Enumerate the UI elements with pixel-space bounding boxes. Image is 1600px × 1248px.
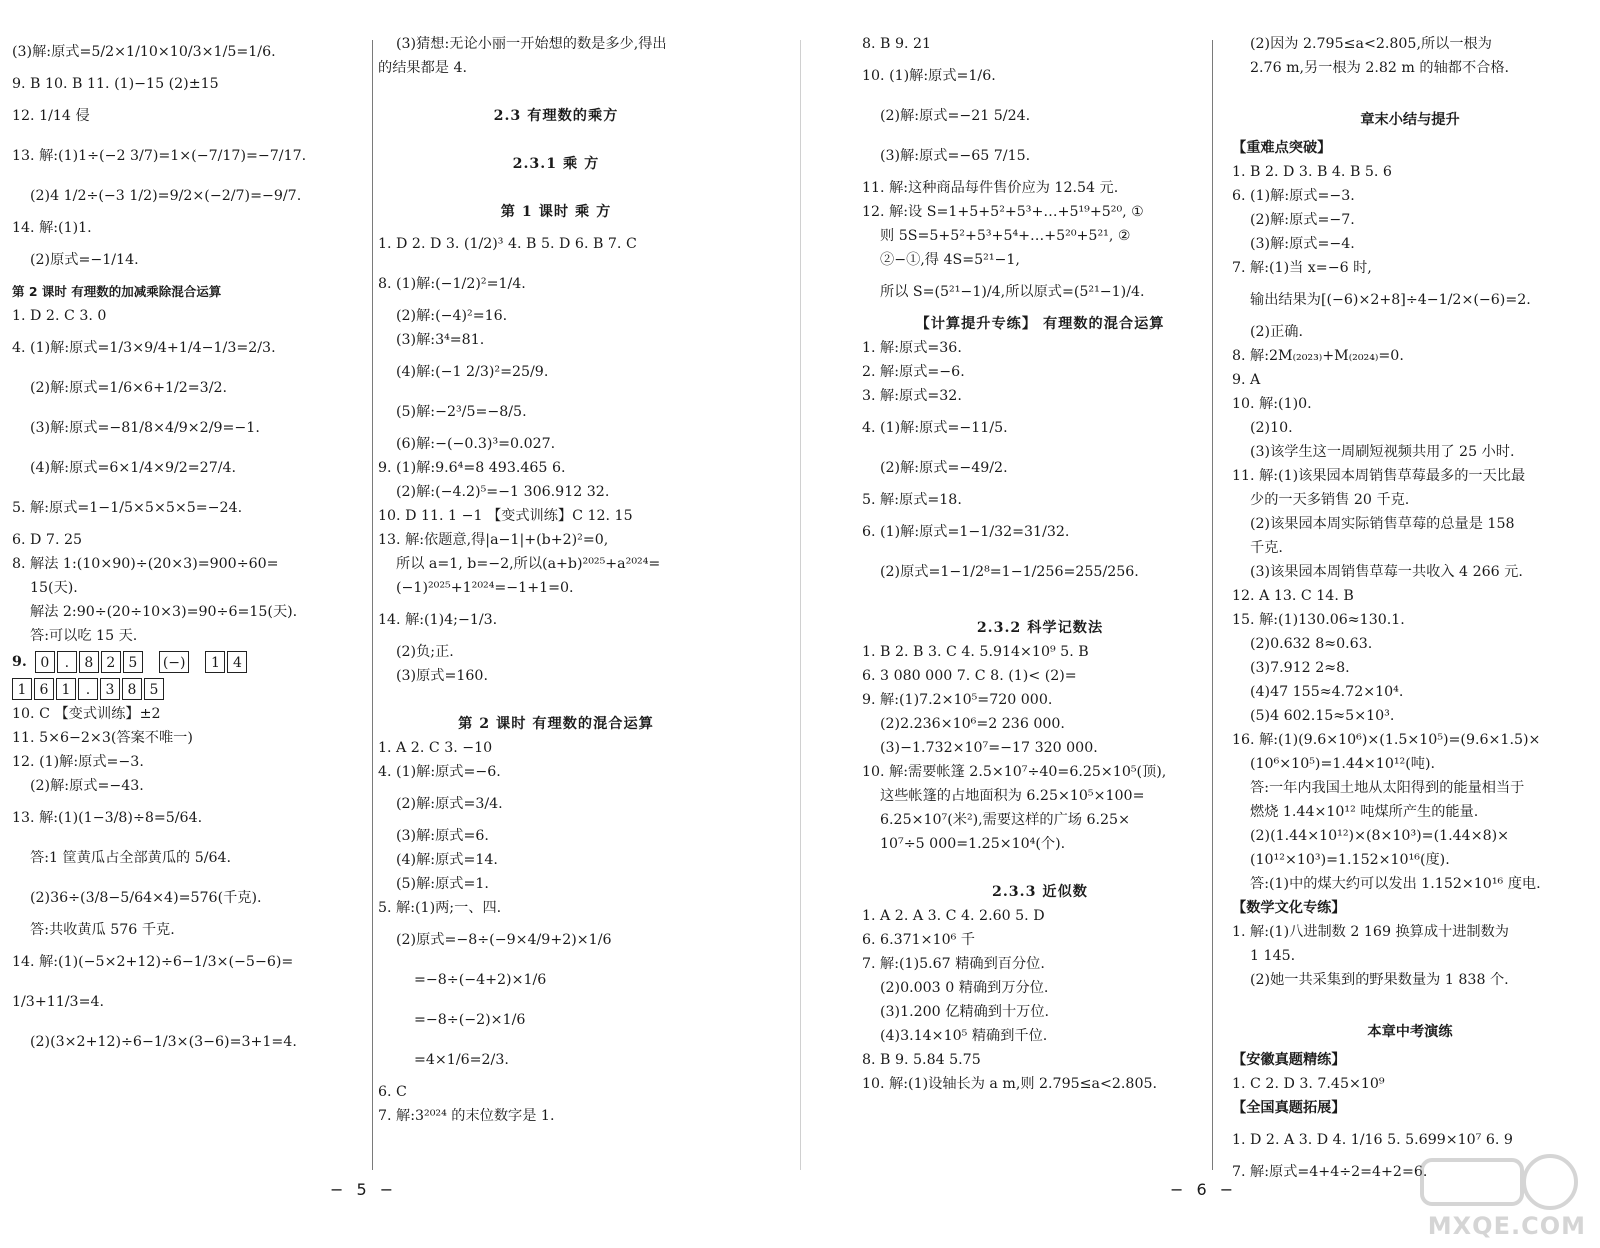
answer-box: . <box>78 678 98 700</box>
answer-line: 【安徽真题精练】 <box>1232 1052 1346 1068</box>
answer-line: 第 2 课时 有理数的混合运算 <box>458 716 654 732</box>
answer-line: 1. C 2. D 3. 7.45×10⁹ <box>1232 1076 1385 1092</box>
answer-line: (3)该果园本周销售草莓一共收入 4 266 元. <box>1250 564 1523 580</box>
answer-line: 1. B 2. D 3. B 4. B 5. 6 <box>1232 164 1392 180</box>
answer-line: 7. 解:(1)当 x=−6 时, <box>1232 260 1372 276</box>
answer-line: 9. (1)解:9.6⁴=8 493.465 6. <box>378 460 566 476</box>
answer-line: (2)原式=−8÷(−9×4/9+2)×1/6 <box>396 932 612 948</box>
answer-line: 本章中考演练 <box>1367 1024 1453 1040</box>
answer-line: (2)解:(−4)²=16. <box>396 308 508 324</box>
answer-line: 的结果都是 4. <box>378 60 467 76</box>
answer-line <box>378 80 734 104</box>
answer-line: 6. C <box>378 1084 407 1100</box>
answer-line: (2)0.003 0 精确到万分位. <box>880 980 1049 996</box>
answer-line: (2)解:原式=−21 5/24. <box>880 108 1031 124</box>
answer-line: 10. 解:需要帐篷 2.5×10⁷÷40=6.25×10⁵(顶), <box>862 764 1167 780</box>
answer-line: 10. D 11. 1 −1 【变式训练】C 12. 15 <box>378 508 633 524</box>
answer-line: 12. A 13. C 14. B <box>1232 588 1354 604</box>
answer-line: (2)解:(−4.2)⁵=−1 306.912 32. <box>396 484 610 500</box>
answer-line: 答:共收黄瓜 576 千克. <box>30 922 175 938</box>
answer-box: 1 <box>56 678 76 700</box>
answer-line <box>1232 992 1588 1016</box>
answer-line: 1. D 2. C 3. 0 <box>12 308 107 324</box>
answer-line: 1/3+11/3=4. <box>12 994 105 1010</box>
answer-line: (5)4 602.15≈5×10³. <box>1250 708 1395 724</box>
answer-line: 6. (1)解:原式=1−1/32=31/32. <box>862 524 1070 540</box>
answer-line: 12. 1/14 侵 <box>12 108 90 124</box>
answer-line: (−1)²⁰²⁵+1²⁰²⁴=−1+1=0. <box>396 580 574 596</box>
answer-line: 10⁷÷5 000=1.25×10⁴(个). <box>880 836 1066 852</box>
answer-line: 13. 解:依题意,得|a−1|+(b+2)²=0, <box>378 532 609 548</box>
column-2 <box>378 32 734 1128</box>
answer-line: (4)47 155≈4.72×10⁴. <box>1250 684 1404 700</box>
answer-line: (3)−1.732×10⁷=−17 320 000. <box>880 740 1098 756</box>
answer-line: 9. A <box>1232 372 1261 388</box>
answer-line: 章末小结与提升 <box>1360 112 1460 128</box>
page-number-left: − 5 − <box>330 1180 398 1199</box>
answer-line: 第 2 课时 有理数的加减乘除混合运算 <box>12 284 222 299</box>
answer-line: 【数学文化专练】 <box>1232 900 1346 916</box>
answer-line: 1. B 2. B 3. C 4. 5.914×10⁹ 5. B <box>862 644 1089 660</box>
answer-line: 16. 解:(1)(9.6×10⁶)×(1.5×10⁵)=(9.6×1.5)× <box>1232 732 1541 748</box>
answer-line: ②−①,得 4S=5²¹−1, <box>880 252 1020 268</box>
answer-line: (2)2.236×10⁶=2 236 000. <box>880 716 1065 732</box>
answer-box: 8 <box>79 651 99 673</box>
answer-box: 0 <box>35 651 55 673</box>
answer-line: 11. 解:这种商品每件售价应为 12.54 元. <box>862 180 1119 196</box>
answer-line: (3)该学生这一周刷短视频共用了 25 小时. <box>1250 444 1515 460</box>
answer-line: (2)原式=−1/14. <box>30 252 139 268</box>
answer-line <box>862 592 1218 616</box>
answer-box: 1 <box>12 678 32 700</box>
answer-line: 6. 6.371×10⁶ 千 <box>862 932 975 948</box>
answer-line <box>378 128 734 152</box>
answer-line: (2)负;正. <box>396 644 454 660</box>
answer-line: 15. 解:(1)130.06≈130.1. <box>1232 612 1405 628</box>
answer-line: 所以 S=(5²¹−1)/4,所以原式=(5²¹−1)/4. <box>880 284 1145 300</box>
answer-line: 千克. <box>1250 540 1283 556</box>
watermark-logo <box>1382 1150 1592 1242</box>
answer-line: 答:(1)中的煤大约可以发出 1.152×10¹⁶ 度电. <box>1250 876 1541 892</box>
answer-line: =4×1/6=2/3. <box>414 1052 509 1068</box>
answer-line: 第 1 课时 乘 方 <box>500 204 612 220</box>
answer-line: (2)因为 2.795≤a<2.805,所以一根为 <box>1250 36 1492 52</box>
answer-line: 2.3.1 乘 方 <box>512 156 600 172</box>
answer-line: 1. D 2. D 3. (1/2)³ 4. B 5. D 6. B 7. C <box>378 236 637 252</box>
answer-line: 1 145. <box>1250 948 1296 964</box>
answer-line: 2.3.3 近似数 <box>992 884 1088 900</box>
answer-line: (2)36÷(3/8−5/64×4)=576(千克). <box>30 890 262 906</box>
answer-line: 8. 解法 1:(10×90)÷(20×3)=900÷60= <box>12 556 279 572</box>
answer-box: 3 <box>100 678 120 700</box>
answer-line: (2)该果园本周实际销售草莓的总量是 158 <box>1250 516 1515 532</box>
answer-line: (3)7.912 2≈8. <box>1250 660 1350 676</box>
answer-line: (3)解:原式=5/2×1/10×10/3×1/5=1/6. <box>12 44 276 60</box>
answer-line: 输出结果为[(−6)×2+8]÷4−1/2×(−6)=2. <box>1250 292 1531 308</box>
answer-line: (5)解:−2³/5=−8/5. <box>396 404 527 420</box>
watermark-text: MXQE.COM <box>1427 1212 1586 1240</box>
answer-line: 1. A 2. A 3. C 4. 2.60 5. D <box>862 908 1045 924</box>
answer-line: (4)解:原式=14. <box>396 852 498 868</box>
answer-line: (2)4 1/2÷(−3 1/2)=9/2×(−2/7)=−9/7. <box>30 188 302 204</box>
answer-line: (3)解:3⁴=81. <box>396 332 485 348</box>
answer-line: 【计算提升专练】 有理数的混合运算 <box>915 316 1165 332</box>
answer-line: 6. (1)解:原式=−3. <box>1232 188 1355 204</box>
answer-line: 10. (1)解:原式=1/6. <box>862 68 996 84</box>
answer-line: 5. 解:(1)两;一、四. <box>378 900 502 916</box>
answer-line: =−8÷(−2)×1/6 <box>414 1012 526 1028</box>
answer-line: 7. 解:3²⁰²⁴ 的末位数字是 1. <box>378 1108 555 1124</box>
answer-box: . <box>57 651 77 673</box>
answer-box: 4 <box>227 651 247 673</box>
answer-line: (3)猜想:无论小丽一开始想的数是多少,得出 <box>396 36 667 52</box>
answer-box: (−) <box>159 651 190 673</box>
answer-line: 2.3 有理数的乘方 <box>493 108 619 124</box>
answer-box: 9. <box>12 654 27 670</box>
answer-line: (3)解:原式=−65 7/15. <box>880 148 1031 164</box>
answer-line: 少的一天多销售 20 千克. <box>1250 492 1410 508</box>
answer-line: (3)原式=160. <box>396 668 488 684</box>
answer-line: 4. (1)解:原式=−6. <box>378 764 501 780</box>
answer-box: 2 <box>101 651 121 673</box>
answer-line: (2)解:原式=−49/2. <box>880 460 1008 476</box>
answer-line: (2)(3×2+12)÷6−1/3×(3−6)=3+1=4. <box>30 1034 297 1050</box>
answer-line <box>1232 80 1588 104</box>
answer-line: =−8÷(−4+2)×1/6 <box>414 972 547 988</box>
answer-line: (2)解:原式=3/4. <box>396 796 503 812</box>
answer-line: 15(天). <box>30 580 78 596</box>
answer-line: 解法 2:90÷(20÷10×3)=90÷6=15(天). <box>30 604 298 620</box>
answer-line: (2)(1.44×10¹²)×(8×10³)=(1.44×8)× <box>1250 828 1510 844</box>
answer-line: 答:一年内我国土地从太阳得到的能量相当于 <box>1250 780 1525 796</box>
answer-line: 答:可以吃 15 天. <box>30 628 138 644</box>
answer-box: 5 <box>144 678 164 700</box>
answer-line: (3)解:原式=6. <box>396 828 489 844</box>
answer-box: 5 <box>123 651 143 673</box>
column-divider <box>372 40 373 1170</box>
page-number-right: − 6 − <box>1170 1180 1238 1199</box>
answer-box-row <box>12 676 368 702</box>
answer-line: (2)解:原式=−43. <box>30 778 144 794</box>
page-gutter <box>800 40 801 1170</box>
answer-line: 8. B 9. 21 <box>862 36 932 52</box>
answer-line: (2)10. <box>1250 420 1293 436</box>
answer-line: (4)解:(−1 2/3)²=25/9. <box>396 364 549 380</box>
answer-line: 12. 解:设 S=1+5+5²+5³+…+5¹⁹+5²⁰, ① <box>862 204 1144 220</box>
answer-line: (5)解:原式=1. <box>396 876 489 892</box>
answer-line: 这些帐篷的占地面积为 6.25×10⁵×100= <box>880 788 1145 804</box>
answer-line: 【重难点突破】 <box>1232 140 1332 156</box>
answer-line: (2)解:原式=−7. <box>1250 212 1355 228</box>
answer-line: 7. 解:(1)5.67 精确到百分位. <box>862 956 1045 972</box>
answer-line: 3. 解:原式=32. <box>862 388 962 404</box>
answer-line: 6. D 7. 25 <box>12 532 83 548</box>
answer-line: 5. 解:原式=18. <box>862 492 962 508</box>
answer-line: 所以 a=1, b=−2,所以(a+b)²⁰²⁵+a²⁰²⁴= <box>396 556 661 572</box>
answer-line <box>378 176 734 200</box>
answer-line: 5. 解:原式=1−1/5×5×5×5=−24. <box>12 500 243 516</box>
answer-line: (2)她一共采集到的野果数量为 1 838 个. <box>1250 972 1509 988</box>
answer-line <box>378 688 734 712</box>
answer-line: (10¹²×10³)=1.152×10¹⁶(度). <box>1250 852 1450 868</box>
answer-line: 13. 解:(1)(1−3/8)÷8=5/64. <box>12 810 203 826</box>
column-divider <box>1212 40 1213 1170</box>
answer-line: 10. 解:(1)0. <box>1232 396 1312 412</box>
answer-box: 6 <box>34 678 54 700</box>
answer-line: (4)解:原式=6×1/4×9/2=27/4. <box>30 460 237 476</box>
answer-line: 9. 解:(1)7.2×10⁵=720 000. <box>862 692 1053 708</box>
answer-line: 10. C 【变式训练】±2 <box>12 706 161 722</box>
answer-line <box>862 856 1218 880</box>
answer-box-row <box>12 648 368 676</box>
answer-line: 14. 解:(1)4;−1/3. <box>378 612 498 628</box>
answer-line: 1. 解:(1)八进制数 2 169 换算成十进制数为 <box>1232 924 1509 940</box>
answer-line: 14. 解:(1)1. <box>12 220 92 236</box>
column-4 <box>1232 32 1588 1184</box>
answer-line: (3)1.200 亿精确到十万位. <box>880 1004 1050 1020</box>
column-1 <box>12 32 368 1062</box>
answer-line: 10. 解:(1)设轴长为 a m,则 2.795≤a<2.805. <box>862 1076 1158 1092</box>
answer-line: 11. 解:(1)该果园本周销售草莓最多的一天比最 <box>1232 468 1526 484</box>
answer-line: 2.76 m,另一根为 2.82 m 的轴都不合格. <box>1250 60 1510 76</box>
answer-line: 4. (1)解:原式=1/3×9/4+1/4−1/3=2/3. <box>12 340 276 356</box>
answer-line: 1. A 2. C 3. −10 <box>378 740 493 756</box>
answer-box: 8 <box>122 678 142 700</box>
answer-line: 9. B 10. B 11. (1)−15 (2)±15 <box>12 76 219 92</box>
answer-line: (2)原式=1−1/2⁸=1−1/256=255/256. <box>880 564 1139 580</box>
answer-line: 燃烧 1.44×10¹² 吨煤所产生的能量. <box>1250 804 1479 820</box>
answer-line: 8. B 9. 5.84 5.75 <box>862 1052 981 1068</box>
answer-line: 6. 3 080 000 7. C 8. (1)< (2)= <box>862 668 1077 684</box>
answer-line: 8. 解:2M₍₂₀₂₃₎+M₍₂₀₂₄₎=0. <box>1232 348 1404 364</box>
answer-line: 12. (1)解:原式=−3. <box>12 754 144 770</box>
answer-line: (4)3.14×10⁵ 精确到千位. <box>880 1028 1048 1044</box>
column-3 <box>862 32 1218 1096</box>
answer-line: 2. 解:原式=−6. <box>862 364 965 380</box>
answer-line: 则 5S=5+5²+5³+5⁴+…+5²⁰+5²¹, ② <box>880 228 1131 244</box>
answer-line: 6.25×10⁷(米²),需要这样的广场 6.25× <box>880 812 1130 828</box>
answer-line: 11. 5×6−2×3(答案不唯一) <box>12 730 193 746</box>
answer-line: 2.3.2 科学记数法 <box>976 620 1104 636</box>
answer-line: 13. 解:(1)1÷(−2 3/7)=1×(−7/17)=−7/17. <box>12 148 307 164</box>
answer-line: (3)解:原式=−4. <box>1250 236 1355 252</box>
answer-line: (2)解:原式=1/6×6+1/2=3/2. <box>30 380 228 396</box>
answer-line: 4. (1)解:原式=−11/5. <box>862 420 1008 436</box>
answer-line: 【全国真题拓展】 <box>1232 1100 1346 1116</box>
answer-line: (2)0.632 8≈0.63. <box>1250 636 1373 652</box>
answer-line: (10⁶×10⁵)=1.44×10¹²(吨). <box>1250 756 1435 772</box>
answer-line: 答:1 筐黄瓜占全部黄瓜的 5/64. <box>30 850 232 866</box>
answer-line: 14. 解:(1)(−5×2+12)÷6−1/3×(−5−6)= <box>12 954 294 970</box>
answer-line: 1. 解:原式=36. <box>862 340 962 356</box>
answer-line: 7. 解:原式=4+4÷2=4+2=6. <box>1232 1164 1428 1180</box>
answer-line: (6)解:−(−0.3)³=0.027. <box>396 436 556 452</box>
answer-line: (3)解:原式=−81/8×4/9×2/9=−1. <box>30 420 260 436</box>
answer-line: (2)正确. <box>1250 324 1303 340</box>
answer-line: 1. D 2. A 3. D 4. 1/16 5. 5.699×10⁷ 6. 9 <box>1232 1132 1513 1148</box>
answer-box: 1 <box>205 651 225 673</box>
answer-line: 8. (1)解:(−1/2)²=1/4. <box>378 276 526 292</box>
